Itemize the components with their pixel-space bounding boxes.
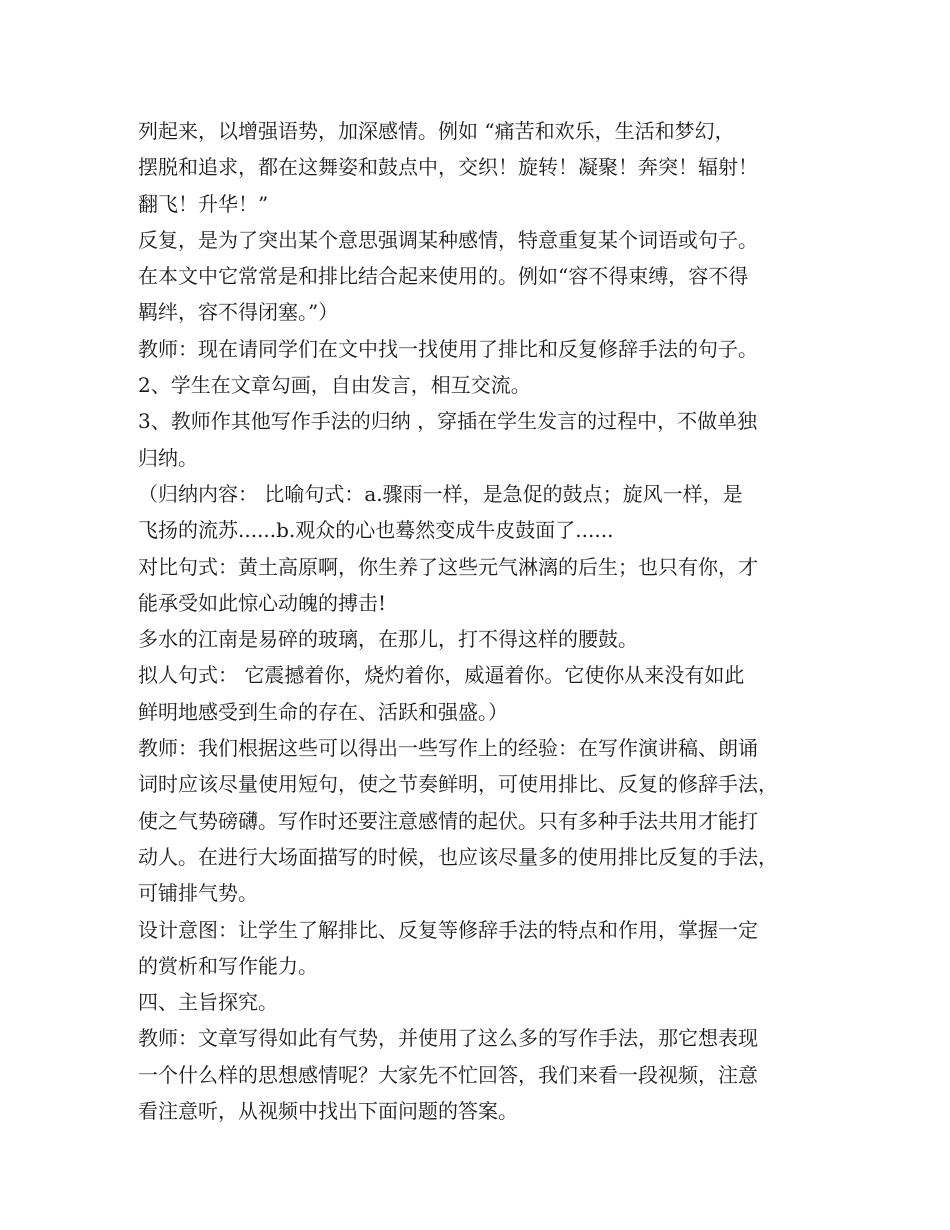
text-line: 动人。在进行大场面描写的时候，也应该尽量多的使用排比反复的手法， <box>138 844 778 869</box>
text-line: 鲜明地感受到生命的存在、活跃和强盛。） <box>138 699 508 724</box>
text-line: 设计意图：让学生了解排比、反复等修辞手法的特点和作用，掌握一定 <box>138 917 758 942</box>
document-body <box>138 113 818 1129</box>
text-line: 可铺排气势。 <box>138 881 258 906</box>
text-line: 四、主旨探究。 <box>138 990 278 1015</box>
text-line: 教师：现在请同学们在文中找一找使用了排比和反复修辞手法的句子。 <box>138 336 758 361</box>
text-line: 对比句式：黄土高原啊，你生养了这些元气淋漓的后生；也只有你，才 <box>138 554 758 579</box>
text-line: 2、学生在文章勾画，自由发言，相互交流。 <box>138 373 531 398</box>
text-line: 的赏析和写作能力。 <box>138 953 318 978</box>
text-line: 列起来，以增强语势，加深感情。例如 “痛苦和欢乐，生活和梦幻， <box>138 119 735 143</box>
text-line: 多水的江南是易碎的玻璃，在那儿，打不得这样的腰鼓。 <box>138 627 638 652</box>
text-line: 教师：文章写得如此有气势，并使用了这么多的写作手法，那它想表现 <box>138 1026 758 1051</box>
text-line: 归纳。 <box>138 445 198 470</box>
text-line: 拟人句式： 它震撼着你，烧灼着你，威逼着你。它使你从来没有如此 <box>138 663 745 688</box>
text-line: 在本文中它常常是和排比结合起来使用的。例如“容不得束缚，容不得 <box>138 264 749 289</box>
text-line: 使之气势磅礴。写作时还要注意感情的起伏。只有多种手法共用才能打 <box>138 808 758 833</box>
text-line: 教师：我们根据这些可以得出一些写作上的经验：在写作演讲稿、朗诵 <box>138 736 758 761</box>
text-line: 3、教师作其他写作手法的归纳 ，穿插在学生发言的过程中，不做单独 <box>138 409 758 434</box>
text-line: 摆脱和追求，都在这舞姿和鼓点中，交织！旋转！凝聚！奔突！辐射！ <box>138 155 758 180</box>
text-line: 飞扬的流苏......b.观众的心也蓦然变成牛皮鼓面了...... <box>138 518 614 543</box>
text-line: 能承受如此惊心动魄的搏击! <box>138 590 387 615</box>
text-line: 翻飞！升华！” <box>138 191 269 216</box>
text-line: 看注意听，从视频中找出下面问题的答案。 <box>138 1099 518 1124</box>
text-line: 羁绊，容不得闭塞。”） <box>138 300 339 325</box>
text-line: （归纳内容： 比喻句式：a.骤雨一样，是急促的鼓点；旋风一样，是 <box>138 481 743 506</box>
text-line: 一个什么样的思想感情呢？大家先不忙回答，我们来看一段视频，注意 <box>138 1062 758 1087</box>
text-line: 反复，是为了突出某个意思强调某种感情，特意重复某个词语或句子。 <box>138 227 758 252</box>
text-line: 词时应该尽量使用短句，使之节奏鲜明，可使用排比、反复的修辞手法， <box>138 772 778 797</box>
